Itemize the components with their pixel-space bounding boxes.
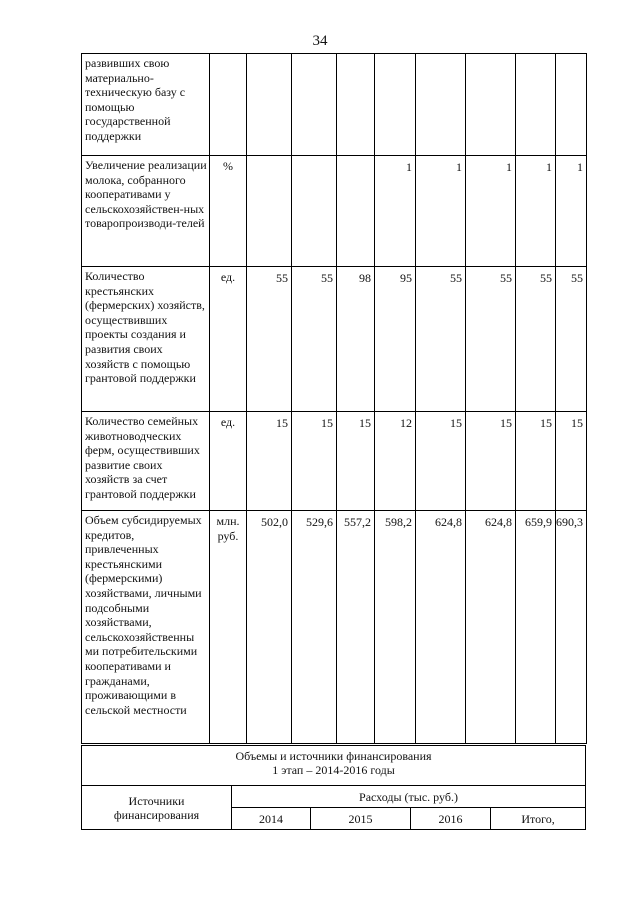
- indicator-name: развивших свою материально-техническую базу с помощью государственной поддержки: [82, 54, 210, 156]
- indicator-value: 502,0: [247, 511, 292, 744]
- indicator-value: 529,6: [292, 511, 337, 744]
- sources-header-label: Источники финансирования: [113, 793, 200, 822]
- financing-caption: [82, 746, 586, 786]
- indicator-value: [337, 156, 375, 267]
- indicator-value: 1: [416, 156, 466, 267]
- indicator-value: 690,3: [556, 511, 587, 744]
- indicator-value: 12: [375, 412, 416, 511]
- indicator-unit: млн. руб.: [210, 511, 247, 744]
- indicator-value: 55: [466, 267, 516, 412]
- year-2014: 2014: [232, 808, 311, 830]
- indicator-name: Количество семейных животноводческих ферм, осуществивших развитие своих хозяйств за счет грантовой поддержки: [82, 412, 210, 511]
- indicator-row: [82, 267, 587, 412]
- financing-table: [81, 745, 586, 830]
- indicator-value: 1: [556, 156, 587, 267]
- indicator-row: [82, 412, 587, 511]
- indicator-unit: [210, 54, 247, 156]
- indicator-value: 624,8: [416, 511, 466, 744]
- indicator-value: 624,8: [466, 511, 516, 744]
- indicator-unit: ед.: [210, 267, 247, 412]
- indicator-value: 659,9: [516, 511, 556, 744]
- indicator-value: 15: [292, 412, 337, 511]
- indicator-row: [82, 156, 587, 267]
- indicator-value: [337, 54, 375, 156]
- indicator-value: 55: [556, 267, 587, 412]
- year-2015: 2015: [311, 808, 411, 830]
- expenses-header: Расходы (тыс. руб.): [232, 786, 586, 808]
- indicator-value: [247, 54, 292, 156]
- indicator-value: 55: [516, 267, 556, 412]
- indicator-value: 15: [516, 412, 556, 511]
- indicator-row: [82, 54, 587, 156]
- indicator-value: 15: [556, 412, 587, 511]
- indicator-name: Количество крестьянских (фермерских) хозяйств, осуществивших проекты создания и развития своих хозяйств с помощью грантовой поддержки: [82, 267, 210, 412]
- indicator-unit: %: [210, 156, 247, 267]
- year-2016: 2016: [411, 808, 491, 830]
- indicator-value: 55: [292, 267, 337, 412]
- financing-caption-stage: 1 этап – 2014-2016 годы: [272, 763, 395, 777]
- indicator-value: [292, 54, 337, 156]
- indicator-value: 1: [466, 156, 516, 267]
- total-label: Итого,: [491, 808, 586, 830]
- indicator-value: 98: [337, 267, 375, 412]
- indicator-value: [466, 54, 516, 156]
- indicator-value: 15: [337, 412, 375, 511]
- indicators-table: [81, 53, 587, 744]
- financing-caption-row: [82, 746, 586, 786]
- sources-header: [82, 786, 232, 830]
- indicator-value: [247, 156, 292, 267]
- indicators-body: [82, 54, 587, 744]
- indicator-value: 15: [247, 412, 292, 511]
- indicator-value: 15: [466, 412, 516, 511]
- indicator-name: Объем субсидируемых кредитов, привлеченных крестьянскими (фермерскими) хозяйствами, личными подсобными хозяйствами, сельскохозяйственны ми потребительскими кооперативами и гражданами, проживающими в сельской местности: [82, 511, 210, 744]
- indicator-value: 55: [247, 267, 292, 412]
- indicator-unit: ед.: [210, 412, 247, 511]
- indicator-value: [516, 54, 556, 156]
- indicator-value: [375, 54, 416, 156]
- indicator-value: 1: [375, 156, 416, 267]
- indicator-name: Увеличение реализации молока, собранного кооперативами у сельскохозяйствен-ных товаропроизводи-телей: [82, 156, 210, 267]
- indicator-value: 95: [375, 267, 416, 412]
- indicator-value: [416, 54, 466, 156]
- indicator-value: 1: [516, 156, 556, 267]
- indicator-value: [556, 54, 587, 156]
- indicator-value: [292, 156, 337, 267]
- indicator-row: [82, 511, 587, 744]
- financing-caption-title: Объемы и источники финансирования: [235, 749, 432, 763]
- page-number: 34: [312, 33, 328, 49]
- indicator-value: 55: [416, 267, 466, 412]
- indicator-value: 598,2: [375, 511, 416, 744]
- financing-header-row: [82, 786, 586, 808]
- indicator-value: 15: [416, 412, 466, 511]
- indicator-value: 557,2: [337, 511, 375, 744]
